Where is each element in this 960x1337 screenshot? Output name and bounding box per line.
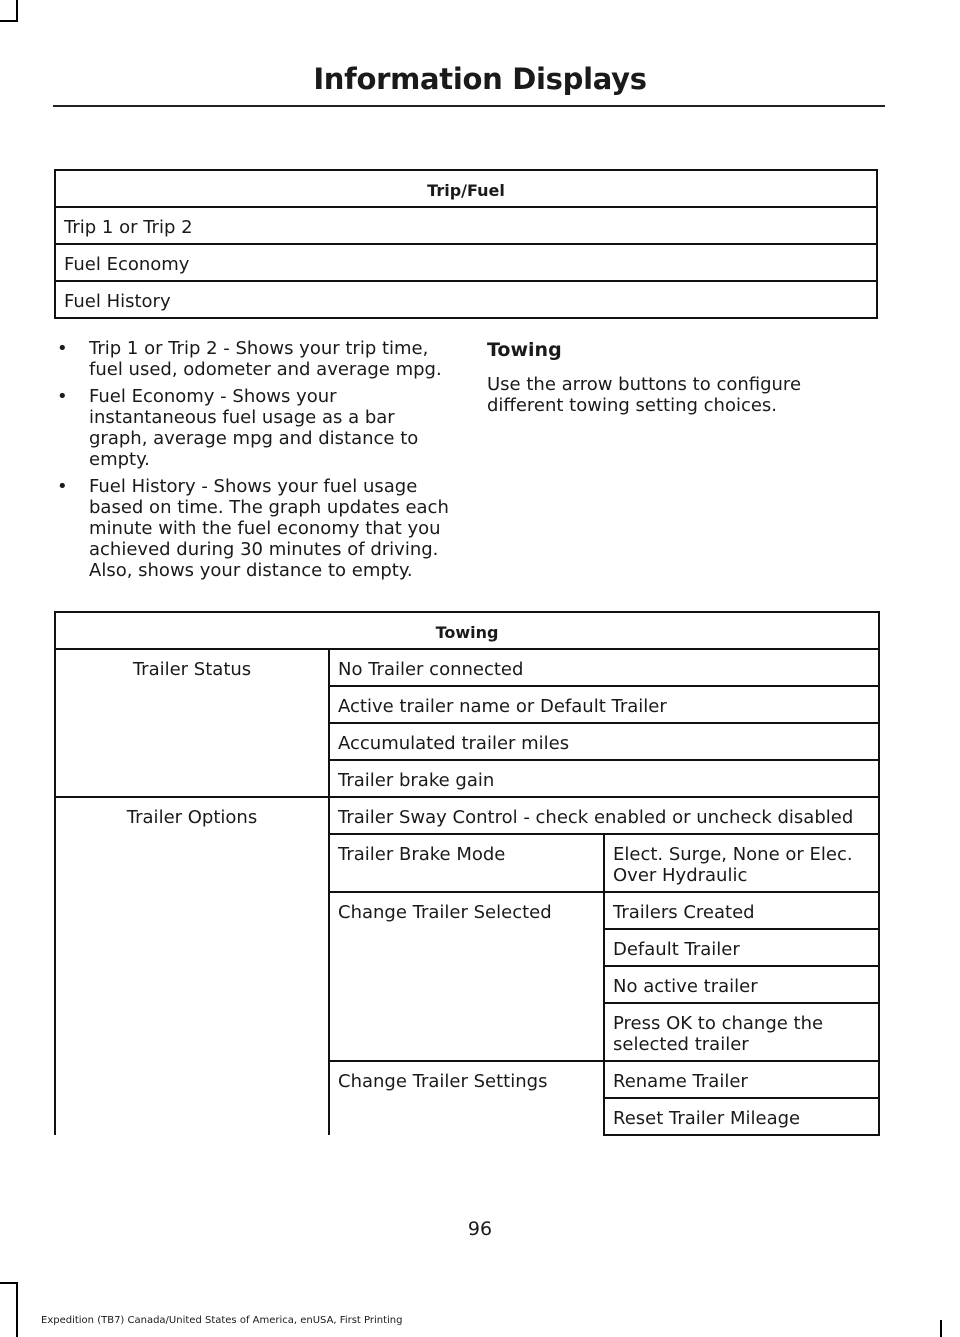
table-row: Rename Trailer — [604, 1061, 879, 1098]
section-body: Use the arrow buttons to configure different towing setting choices. — [487, 374, 802, 416]
table-row: Trailers Created — [604, 892, 879, 929]
crop-mark — [0, 20, 18, 22]
trailer-brake-mode-value: Elect. Surge, None or Elec. Over Hydraulic — [604, 834, 879, 892]
list-item — [55, 476, 450, 581]
trip-fuel-description — [55, 338, 450, 587]
bullet-list — [55, 338, 450, 581]
change-trailer-settings-label: Change Trailer Settings — [329, 1061, 604, 1135]
towing-table-heading: Towing — [55, 612, 879, 649]
table-row: Trailer brake gain — [329, 760, 879, 797]
trailer-status-label: Trailer Status — [55, 649, 329, 797]
table-row: Active trailer name or Default Trailer — [329, 686, 879, 723]
crop-mark — [16, 0, 18, 22]
towing-description — [487, 340, 877, 416]
footer-text: Expedition (TB7) Canada/United States of America, enUSA, First Printing — [41, 1315, 403, 1326]
table-row: No active trailer — [604, 966, 879, 1003]
trailer-brake-mode-label: Trailer Brake Mode — [329, 834, 604, 892]
table-row: Trip 1 or Trip 2 — [55, 207, 877, 244]
title-divider — [53, 105, 885, 107]
table-row: Press OK to change the selected trailer — [604, 1003, 879, 1061]
page-number: 96 — [467, 1218, 493, 1240]
table-row: Trailer Sway Control - check enabled or uncheck disabled — [329, 797, 879, 834]
list-item-text: Fuel History - Shows your fuel usage based on time. The graph updates each minute with the fuel economy that you achieved during 30 minutes of driving. Also, shows your distance to empty. — [89, 476, 449, 581]
bullet-symbol: • — [57, 386, 68, 407]
trailer-options-label: Trailer Options — [55, 797, 329, 1135]
bullet-symbol: • — [57, 338, 68, 359]
list-item — [55, 386, 450, 470]
list-item-text: Trip 1 or Trip 2 - Shows your trip time, fuel used, odometer and average mpg. — [89, 338, 442, 380]
crop-mark — [0, 1282, 18, 1284]
page-title: Information Displays — [313, 62, 647, 96]
table-row: No Trailer connected — [329, 649, 879, 686]
table-row: Fuel History — [55, 281, 877, 318]
change-trailer-selected-label: Change Trailer Selected — [329, 892, 604, 1061]
towing-table — [54, 611, 880, 1136]
table-row: Accumulated trailer miles — [329, 723, 879, 760]
table-row: Reset Trailer Mileage — [604, 1098, 879, 1135]
list-item — [55, 338, 450, 380]
table-row: Default Trailer — [604, 929, 879, 966]
crop-mark — [16, 1282, 18, 1337]
trip-fuel-heading: Trip/Fuel — [55, 170, 877, 207]
table-row: Fuel Economy — [55, 244, 877, 281]
trip-fuel-table — [54, 169, 878, 319]
bullet-symbol: • — [57, 476, 68, 497]
list-item-text: Fuel Economy - Shows your instantaneous fuel usage as a bar graph, average mpg and distance to empty. — [89, 386, 419, 470]
section-heading: Towing — [487, 339, 562, 361]
crop-mark — [940, 1320, 942, 1337]
